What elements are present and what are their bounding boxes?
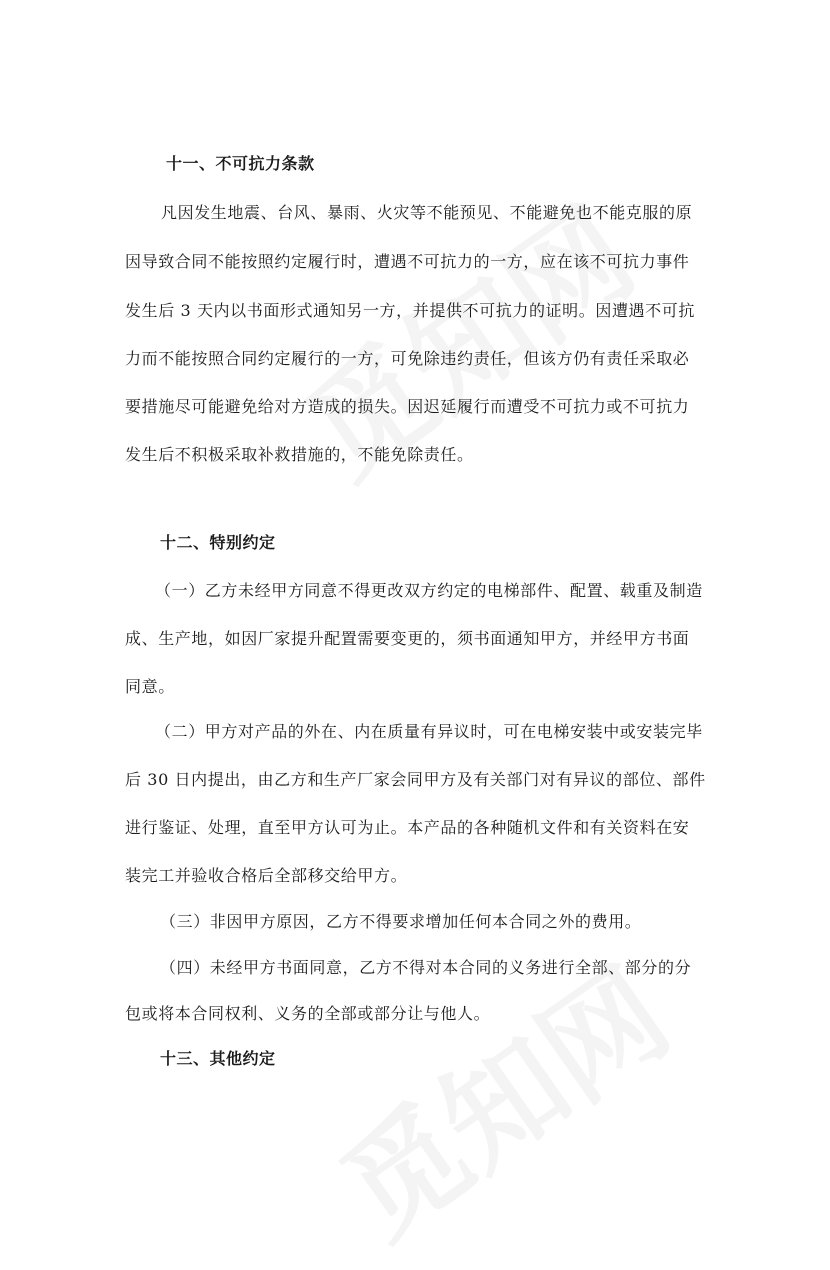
paragraph-line: （三）非因甲方原因，乙方不得要求增加任何本合同之外的费用。	[160, 912, 642, 931]
paragraph-line: 力而不能按照合同约定履行的一方，可免除违约责任，但该方仍有责任采取必	[125, 349, 690, 368]
paragraph-line: （四）未经甲方书面同意，乙方不得对本合同的义务进行全部、部分的分	[160, 958, 692, 977]
paragraph-line: （二）甲方对产品的外在、内在质量有异议时，可在电梯安装中或安装完毕	[155, 722, 703, 741]
paragraph-line: 包或将本合同权利、义务的全部或部分让与他人。	[125, 1004, 491, 1023]
paragraph-line: 进行鉴证、处理，直至甲方认可为止。本产品的各种随机文件和有关资料在安	[125, 818, 690, 837]
paragraph-line: （一）乙方未经甲方同意不得更改双方约定的电梯部件、配置、载重及制造	[155, 581, 703, 600]
paragraph-line: 凡因发生地震、台风、暴雨、火灾等不能预见、不能避免也不能克服的原	[161, 203, 693, 222]
paragraph-line: 发生后 3 天内以书面形式通知另一方，并提供不可抗力的证明。因遭遇不可抗	[125, 301, 695, 320]
paragraph-line: 要措施尽可能避免给对方造成的损失。因迟延履行而遭受不可抗力或不可抗力	[125, 397, 690, 416]
paragraph-line: 因导致合同不能按照约定履行时，遭遇不可抗力的一方，应在该不可抗力事件	[125, 252, 690, 271]
paragraph-line: 成、生产地，如因厂家提升配置需要变更的，须书面通知甲方，并经甲方书面	[125, 629, 690, 648]
paragraph-line: 后 30 日内提出，由乙方和生产厂家会同甲方及有关部门对有异议的部位、部件	[125, 770, 706, 789]
paragraph-line: 装完工并验收合格后全部移交给甲方。	[125, 866, 408, 885]
section-heading: 十三、其他约定	[160, 1049, 276, 1068]
section-heading: 十一、不可抗力条款	[166, 154, 315, 173]
paragraph-line: 同意。	[125, 677, 175, 696]
section-heading: 十二、特别约定	[160, 533, 276, 552]
paragraph-line: 发生后不积极采取补救措施的，不能免除责任。	[125, 445, 474, 464]
